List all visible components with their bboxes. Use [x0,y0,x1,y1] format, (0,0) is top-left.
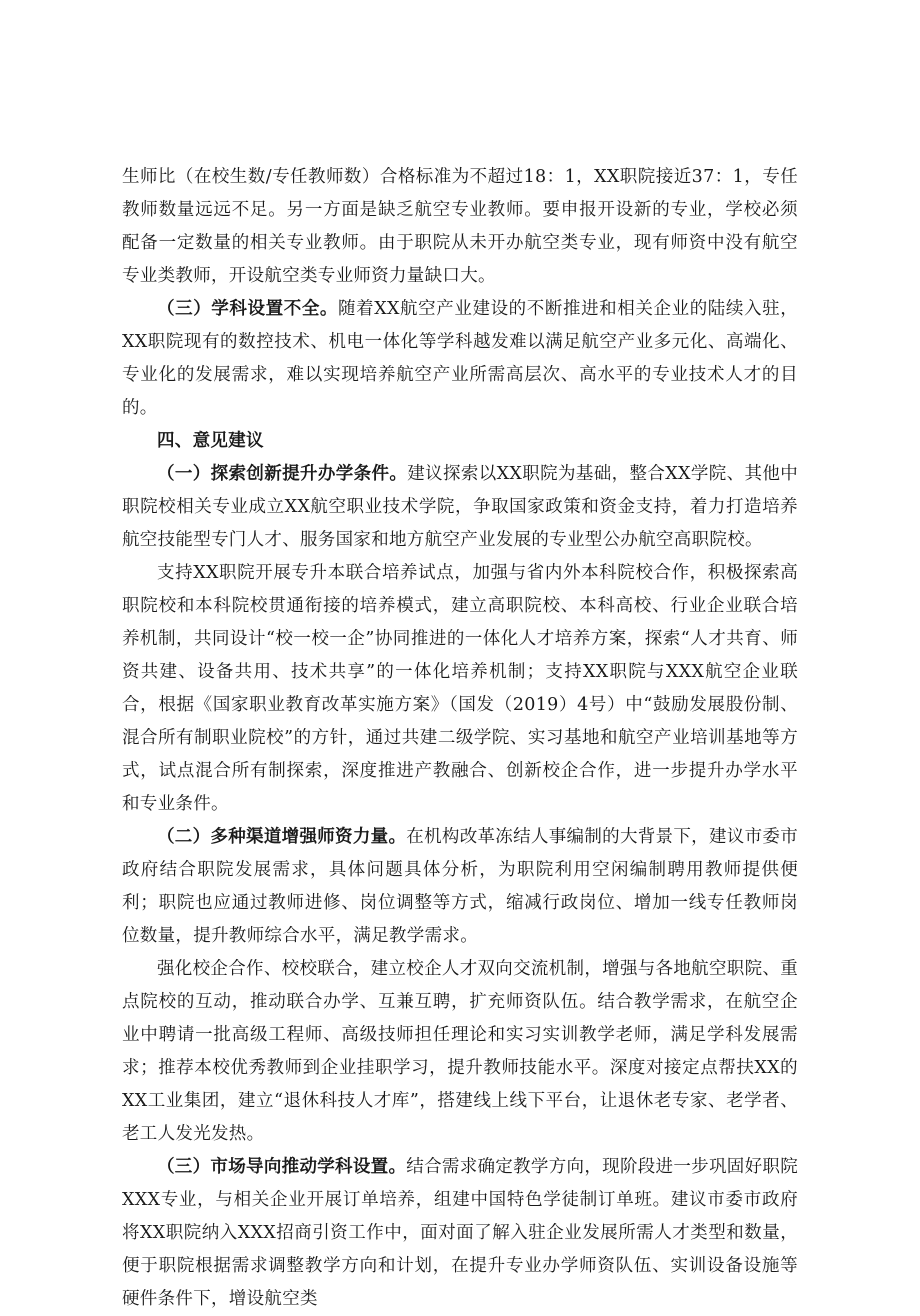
paragraph-school-enterprise [122,953,798,1151]
section-heading: （三）市场导向推动学科设置。 [157,1157,407,1177]
chapter-heading: 四、意见建议 [157,431,264,451]
paragraph-joint-training [122,557,798,821]
chapter-heading-suggestions [122,425,798,458]
paragraph-teacher-ratio [122,161,798,293]
section-heading: （二）多种渠道增强师资力量。 [157,827,407,847]
paragraph-discipline-setting [122,293,798,425]
paragraph-text: 支持XX职院开展专升本联合培养试点，加强与省内外本科院校合作，积极探索高职院校和本科院校贯通衔接的培养模式，建立高职院校、本科高校、行业企业联合培养机制，共同设计“校一校一企”协同推进的一体化人才培养方案，探索“人才共育、师资共建、设备共用、技术共享”的一体化培养机制；支持XX职院与XXX航空企业联合，根据《国家职业教育改革实施方案》（国发（2019）4号）中“鼓励发展股份制、混合所有制职业院校”的方针，通过共建二级学院、实习基地和航空产业培训基地等方式，试点混合所有制探索，深度推进产教融合、创新校企合作，进一步提升办学水平和专业条件。 [122,563,798,814]
paragraph-text: 建议探索以XX职院为基础，整合XX学院、其他中职院校相关专业成立XX航空职业技术学院，争取国家政策和资金支持，着力打造培养航空技能型专门人才、服务国家和地方航空产业发展的专业型公办航空高职院校。 [122,464,799,550]
paragraph-text: 生师比（在校生数/专任教师数）合格标准为不超过18：1，XX职院接近37：1，专任教师数量远远不足。另一方面是缺乏航空专业教师。要申报开设新的专业，学校必须配备一定数量的相关专业教师。由于职院从未开办航空类专业，现有师资中没有航空专业类教师，开设航空类专业师资力量缺口大。 [122,167,798,286]
paragraph-explore-innovation [122,458,798,557]
document-page [122,161,798,1316]
section-heading: （三）学科设置不全。 [157,299,339,319]
paragraph-text: 在机构改革冻结人事编制的大背景下，建议市委市政府结合职院发展需求，具体问题具体分析，为职院利用空闲编制聘用教师提供便利；职院也应通过教师进修、岗位调整等方式，缩减行政岗位、增加一线专任教师岗位数量，提升教师综合水平，满足教学需求。 [122,827,798,946]
section-heading: （一）探索创新提升办学条件。 [157,464,408,484]
paragraph-text: 结合需求确定教学方向，现阶段进一步巩固好职院XXX专业，与相关企业开展订单培养，组建中国特色学徒制订单班。建议市委市政府将XX职院纳入XXX招商引资工作中，面对面了解入驻企业发展所需人才类型和数量，便于职院根据需求调整教学方向和计划，在提升专业办学师资队伍、实训设备设施等硬件条件下，增设航空类 [122,1157,798,1309]
paragraph-market-orientation [122,1151,798,1316]
paragraph-teacher-strength [122,821,798,953]
paragraph-text: 随着XX航空产业建设的不断推进和相关企业的陆续入驻，XX职院现有的数控技术、机电一体化等学科越发难以满足航空产业多元化、高端化、专业化的发展需求，难以实现培养航空产业所需高层次、高水平的专业技术人才的目的。 [122,299,799,418]
paragraph-text: 强化校企合作、校校联合，建立校企人才双向交流机制，增强与各地航空职院、重点院校的互动，推动联合办学、互兼互聘，扩充师资队伍。结合教学需求，在航空企业中聘请一批高级工程师、高级技师担任理论和实习实训教学老师，满足学科发展需求；推荐本校优秀教师到企业挂职学习，提升教师技能水平。深度对接定点帮扶XX的XX工业集团，建立“退休科技人才库”，搭建线上线下平台，让退休老专家、老学者、老工人发光发热。 [122,959,798,1144]
